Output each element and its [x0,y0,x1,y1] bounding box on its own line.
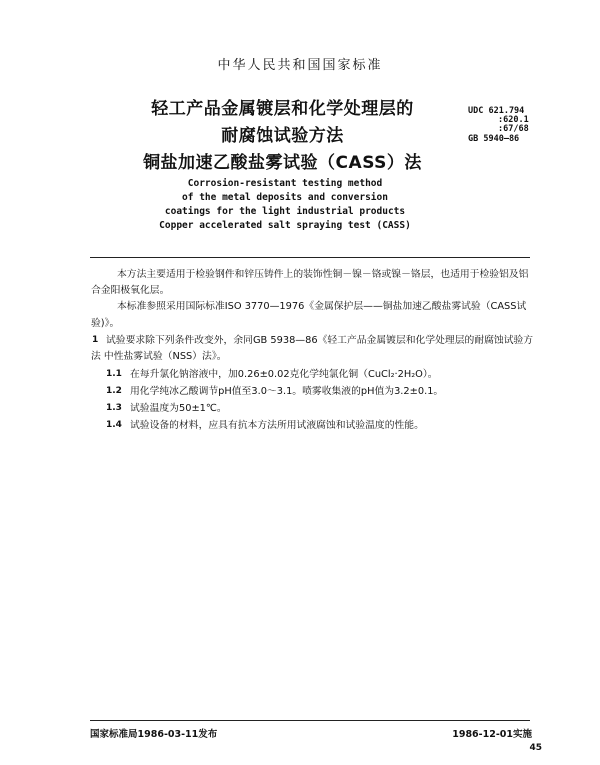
footer-divider [90,720,530,721]
item-1-3-text: 试验温度为50±1℃。 [130,403,227,414]
title-cn-line-2: 耐腐蚀试验方法 [221,126,344,146]
issue-date: 国家标准局1986-03-11发布 [90,729,218,740]
item-1-2-number: 1.2 [106,386,122,396]
title-cn-line-3: 铜盐加速乙酸盐雾试验（CASS）法 [143,153,422,173]
udc-code-2: :620.1 [498,115,529,125]
item-1-4-number: 1.4 [106,420,122,430]
title-en-line-4: Copper accelerated salt spraying test (CASS) [159,220,411,231]
item-1-3-number: 1.3 [106,403,122,413]
item-1-1-text: 在每升氯化钠溶液中，加0.26±0.02克化学纯氯化铜（CuCl₂·2H₂O）。 [130,369,438,380]
section-1-text-cont: 法 中性盐雾试验（NSS）法》。 [91,351,227,362]
issuing-authority-header: 中华人民共和国国家标准 [217,58,383,73]
title-en-line-3: coatings for the light industrial products [164,206,406,217]
item-1-2-text: 用化学纯冰乙酸调节pH值至3.0～3.1。喷雾收集液的pH值为3.2±0.1。 [130,386,444,397]
udc-code: UDC 621.794 [468,106,525,116]
effective-date: 1986-12-01实施 [452,729,532,740]
page-number: 45 [529,743,542,753]
section-1-number: 1 [92,335,99,345]
title-cn-line-1: 轻工产品金属镀层和化学处理层的 [151,99,414,119]
item-1-1-number: 1.1 [106,369,122,379]
gb-number: GB 5940—86 [468,134,520,144]
intro-paragraph-2: 本标准参照采用国际标准ISO 3770—1976《金属保护层——铜盐加速乙酸盐雾试验（CASS试 [117,301,527,312]
udc-code-3: :67/68 [498,124,529,134]
title-en-line-2: of the metal deposits and conversion [182,192,388,203]
item-1-4-text: 试验设备的材料，应具有抗本方法所用试液腐蚀和试验温度的性能。 [130,420,424,431]
section-1-text: 试验要求除下列条件改变外，余同GB 5938—86《轻工产品金属镀层和化学处理层的耐腐蚀试验方 [106,335,534,346]
intro-paragraph-2-cont: 验)》。 [91,318,120,329]
top-divider [90,257,530,258]
title-en-line-1: Corrosion-resistant testing method [187,178,383,189]
intro-paragraph-1-cont: 合金阳极氧化层。 [91,285,170,296]
intro-paragraph-1: 本方法主要适用于检验钢件和锌压铸件上的装饰性铜－镍－铬或镍－铬层，也适用于检验铝及铝 [117,269,529,280]
